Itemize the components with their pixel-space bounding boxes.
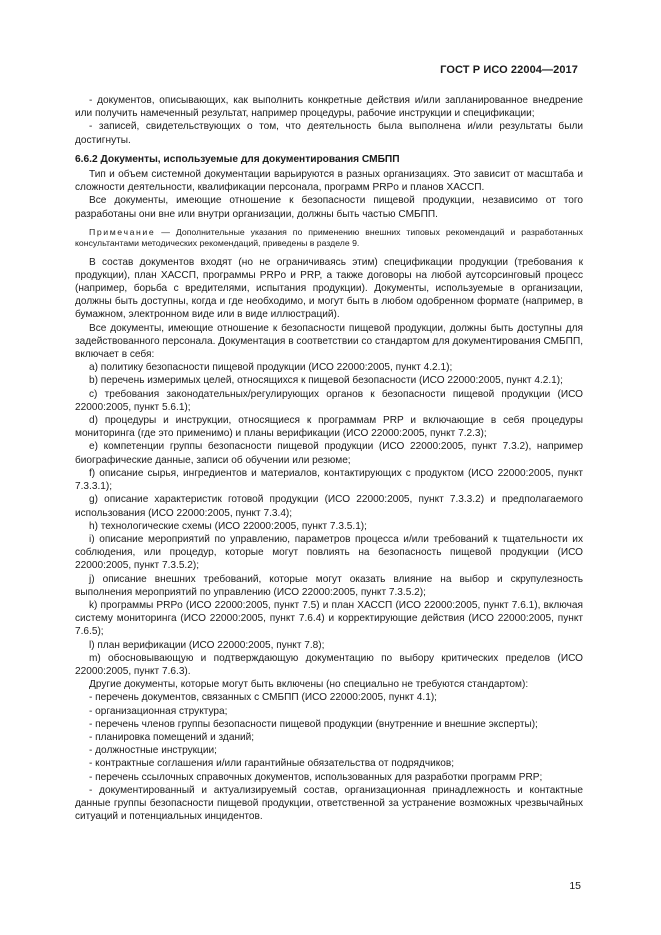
section-heading: 6.6.2 Документы, используемые для документирования СМБПП [75,153,400,165]
list-item: i) описание мероприятий по управлению, параметров процесса и/или требований к тщательности их соблюдения, или процедур, которые могут повлиять на безопасность пищевой продукции (ИСО 22000:2005, пункт 7.3.5.2); [75,533,583,572]
intro-item: - документов, описывающих, как выполнить конкретные действия и/или запланированное внедрение или получить намеченный результат, например процедуры, рабочие инструкции и спецификации; [75,95,583,120]
list-item: d) процедуры и инструкции, относящиеся к программам PRP и включающие в себя процедуры мониторинга (где это применимо) и планы верификации (ИСО 22000:2005, пункт 7.2.3); [75,415,583,440]
paragraph: В состав документов входят (но не ограничиваясь этим) спецификации продукции (требования к продукции), план ХАССП, программы PRPo и PRP, а также договоры на любой аутсорсинговый процесс (например, борьба с вредителями, испытания продукции). Документы, используемые в организации, должны быть доступны, когда и где необходимо, и могут быть в любом одобренном формате (например, в бумажном, электронном виде или в виде иллюстраций). [75,256,583,321]
list-item: k) программы PRPo (ИСО 22000:2005, пункт 7.5) и план ХАССП (ИСО 22000:2005, пункт 7.6.1), включая систему мониторинга (ИСО 22000:2005, пункт 7.6.4) и корректирующие действия (ИСО 22000:2005, пункт 7.6.5); [75,599,583,638]
note-label: Примечание [89,226,156,237]
paragraph: Все документы, имеющие отношение к безопасности пищевой продукции, должны быть доступны для задействованного персонала. Документация в соответствии со стандартом для документирования СМБПП, включает в себя: [75,322,583,361]
document-body [75,94,583,823]
other-item: - перечень членов группы безопасности пищевой продукции (внутренние и внешние эксперты); [89,718,538,730]
list-item: a) политику безопасности пищевой продукции (ИСО 22000:2005, пункт 4.2.1); [89,362,453,374]
list-item: l) план верификации (ИСО 22000:2005, пункт 7.8); [89,639,325,651]
list-item: m) обосновывающую и подтверждающую документацию по выбору критических пределов (ИСО 22000:2005, пункт 7.6.3). [75,652,583,677]
document-header: ГОСТ Р ИСО 22004—2017 [440,64,578,76]
other-item: - документированный и актуализируемый состав, организационная принадлежность и контактные данные группы безопасности пищевой продукции, ответственной за устранение возможных чрезвычайных ситуаций и потенциальных инцидентов. [75,784,583,823]
other-item: - организационная структура; [89,705,228,717]
list-item: c) требования законодательных/регулирующих органов к безопасности пищевой продукции (ИСО 22000:2005, пункт 5.6.1); [75,388,583,413]
list-item: j) описание внешних требований, которые могут оказать влияние на выбор и скрупулезность выполнения мероприятий по управлению (ИСО 22000:2005, пункт 7.3.5.2); [75,573,583,598]
list-item: f) описание сырья, ингредиентов и материалов, контактирующих с продуктом (ИСО 22000:2005, пункт 7.3.3.1); [75,467,583,493]
other-item: - перечень документов, связанных с СМБПП (ИСО 22000:2005, пункт 4.1); [89,692,437,704]
paragraph: Все документы, имеющие отношение к безопасности пищевой продукции, независимо от того разработаны они вне или внутри организации, должны быть частью СМБПП. [75,195,583,220]
other-item: - планировка помещений и зданий; [89,731,255,743]
paragraph: Другие документы, которые могут быть включены (но специально не требуются стандартом): [89,679,529,691]
intro-item: - записей, свидетельствующих о том, что деятельность была выполнена и/или результаты были достигнуты. [75,121,583,146]
paragraph: Тип и объем системной документации варьируются в разных организациях. Это зависит от масштаба и сложности деятельности, квалификации персонала, программ PRPo и планов ХАССП. [75,169,583,194]
note-text: — Дополнительные указания по применению внешних типовых рекомендаций и разработанных консультантами методических рекомендаций, приведены в разделе 9. [75,226,583,249]
other-item: - должностные инструкции; [89,745,217,757]
page-number: 15 [569,880,581,892]
other-item: - перечень ссылочных справочных документов, использованных для разработки программ PRP; [89,771,543,783]
list-item: b) перечень измеримых целей, относящихся к пищевой безопасности (ИСО 22000:2005, пункт 4.2.1); [89,375,563,387]
other-item: - контрактные соглашения и/или гарантийные обязательства от подрядчиков; [89,758,455,770]
note [75,227,583,250]
list-item: g) описание характеристик готовой продукции (ИСО 22000:2005, пункт 7.3.3.2) и предполагаемого использования (ИСО 22000:2005, пункт 7.3.4); [75,494,583,519]
list-item: h) технологические схемы (ИСО 22000:2005, пункт 7.3.5.1); [89,520,367,532]
list-item: e) компетенции группы безопасности пищевой продукции (ИСО 22000:2005, пункт 7.3.2), например биографические данные, записи об обучении или резюме; [75,441,583,466]
